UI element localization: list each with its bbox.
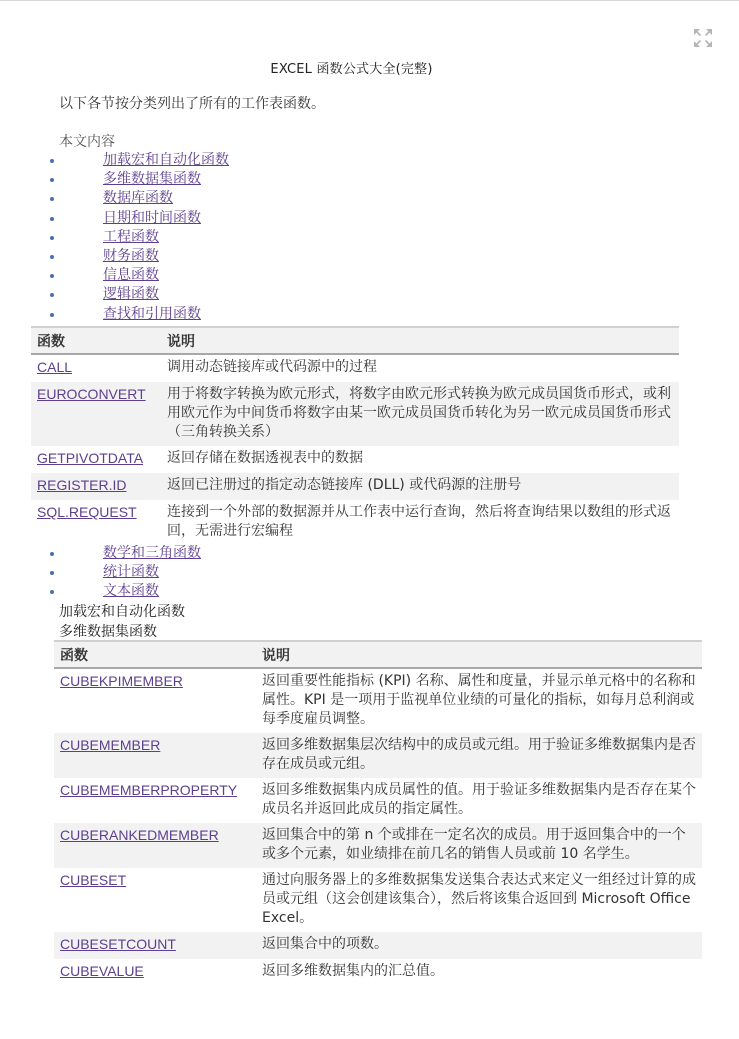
expand-button[interactable]	[693, 28, 713, 48]
table-row	[31, 473, 679, 500]
function-cell	[54, 959, 256, 986]
table-row	[54, 668, 702, 733]
column-header-description: 说明	[256, 641, 702, 668]
column-header-function: 函数	[31, 327, 161, 354]
function-link-cubevalue[interactable]: CUBEVALUE	[60, 963, 144, 979]
function-cell	[31, 473, 161, 500]
table-header-row	[31, 327, 679, 354]
addin-functions-table	[31, 326, 679, 545]
bullet-icon	[50, 178, 54, 182]
description-cell: 返回集合中的第 n 个或排在一定名次的成员。用于返回集合中的一个或多个元素，如业绩排在前几名的销售人员或前 10 名学生。	[256, 823, 702, 868]
function-link-euroconvert[interactable]: EUROCONVERT	[37, 386, 146, 402]
toc-link-database[interactable]: 数据库函数	[103, 190, 173, 207]
table-row	[31, 446, 679, 473]
function-cell	[31, 446, 161, 473]
bullet-icon	[50, 255, 54, 259]
toc-link-financial[interactable]: 财务函数	[103, 247, 159, 264]
function-link-sql-request[interactable]: SQL.REQUEST	[37, 504, 137, 520]
table-row	[31, 354, 679, 382]
table-row	[54, 733, 702, 778]
bullet-icon	[50, 590, 54, 594]
function-link-call[interactable]: CALL	[37, 359, 73, 375]
bullet-icon	[50, 197, 54, 201]
function-link-cuberankedmember[interactable]: CUBERANKEDMEMBER	[60, 827, 219, 843]
function-link-getpivotdata[interactable]: GETPIVOTDATA	[37, 450, 144, 466]
function-cell	[54, 868, 256, 932]
toc-link-datetime[interactable]: 日期和时间函数	[103, 209, 201, 226]
toc-link-text[interactable]: 文本函数	[103, 583, 159, 600]
bullet-icon	[50, 552, 54, 556]
function-link-cubememberproperty[interactable]: CUBEMEMBERPROPERTY	[60, 782, 238, 798]
toc-link-statistical[interactable]: 统计函数	[103, 564, 159, 581]
bullet-icon	[50, 293, 54, 297]
function-cell	[54, 778, 256, 823]
toc-label: 本文内容	[59, 134, 115, 150]
function-link-cubesetcount[interactable]: CUBESETCOUNT	[60, 936, 176, 952]
function-cell	[54, 733, 256, 778]
toc-link-cube[interactable]: 多维数据集函数	[103, 171, 201, 188]
section-heading-addin: 加载宏和自动化函数	[59, 604, 185, 620]
column-header-description: 说明	[161, 327, 679, 354]
table-row	[31, 382, 679, 446]
section-heading-cube: 多维数据集函数	[59, 624, 157, 640]
table-row	[54, 778, 702, 823]
table-header-row	[54, 641, 702, 668]
function-cell	[31, 500, 161, 545]
bullet-icon	[50, 571, 54, 575]
bullet-icon	[50, 236, 54, 240]
toc-link-information[interactable]: 信息函数	[103, 267, 159, 284]
table-row	[54, 932, 702, 959]
description-cell: 返回多维数据集内成员属性的值。用于验证多维数据集内是否存在某个成员名并返回此成员的指定属性。	[262, 782, 696, 817]
function-cell	[54, 668, 256, 733]
description-cell: 调用动态链接库或代码源中的过程	[167, 359, 377, 375]
description-cell: 返回重要性能指标 (KPI) 名称、属性和度量，并显示单元格中的名称和属性。KPI 是一项用于监视单位业绩的可量化的指标，如每月总利润或每季度雇员调整。	[262, 673, 696, 727]
expand-icon	[693, 28, 713, 48]
toc-link-math[interactable]: 数学和三角函数	[103, 545, 201, 561]
bullet-icon	[50, 217, 54, 221]
toc-link-engineering[interactable]: 工程函数	[103, 228, 159, 245]
cube-functions-table	[54, 640, 702, 986]
table-row	[54, 868, 702, 932]
function-cell	[54, 932, 256, 959]
function-link-register-id[interactable]: REGISTER.ID	[37, 477, 127, 493]
table-row	[54, 959, 702, 986]
function-link-cubeset[interactable]: CUBESET	[60, 872, 127, 888]
function-cell	[54, 823, 256, 868]
description-cell: 返回多维数据集内的汇总值。	[262, 963, 444, 979]
description-cell: 返回存储在数据透视表中的数据	[167, 450, 363, 466]
description-cell: 通过向服务器上的多维数据集发送集合表达式来定义一组经过计算的成员或元组（这会创建该集合），然后将该集合返回到 Microsoft Office Excel。	[262, 872, 696, 926]
bullet-icon	[50, 159, 54, 163]
toc-link-lookup[interactable]: 查找和引用函数	[103, 305, 201, 322]
description-cell: 用于将数字转换为欧元形式，将数字由欧元形式转换为欧元成员国货币形式，或利用欧元作为中间货币将数字由某一欧元成员国货币转化为另一欧元成员国货币形式（三角转换关系）	[161, 382, 679, 446]
toc-link-logical[interactable]: 逻辑函数	[103, 286, 159, 303]
bullet-icon	[50, 274, 54, 278]
table-row	[54, 823, 702, 868]
description-cell: 返回多维数据集层次结构中的成员或元组。用于验证多维数据集内是否存在成员或元组。	[256, 733, 702, 778]
table-row	[31, 500, 679, 545]
bullet-icon	[50, 313, 54, 317]
document-title: EXCEL 函数公式大全(完整)	[270, 62, 433, 77]
column-header-function: 函数	[54, 641, 256, 668]
function-cell	[31, 382, 161, 446]
description-cell: 连接到一个外部的数据源并从工作表中运行查询，然后将查询结果以数组的形式返回，无需进行宏编程	[167, 504, 671, 539]
function-cell	[31, 354, 161, 382]
toc-link-addin[interactable]: 加载宏和自动化函数	[103, 152, 229, 168]
function-link-cubekpimember[interactable]: CUBEKPIMEMBER	[60, 673, 183, 689]
description-cell: 返回集合中的项数。	[256, 932, 702, 959]
description-cell: 返回已注册过的指定动态链接库 (DLL) 或代码源的注册号	[161, 473, 679, 500]
function-link-cubemember[interactable]: CUBEMEMBER	[60, 737, 161, 753]
intro-text: 以下各节按分类列出了所有的工作表函数。	[59, 96, 325, 112]
